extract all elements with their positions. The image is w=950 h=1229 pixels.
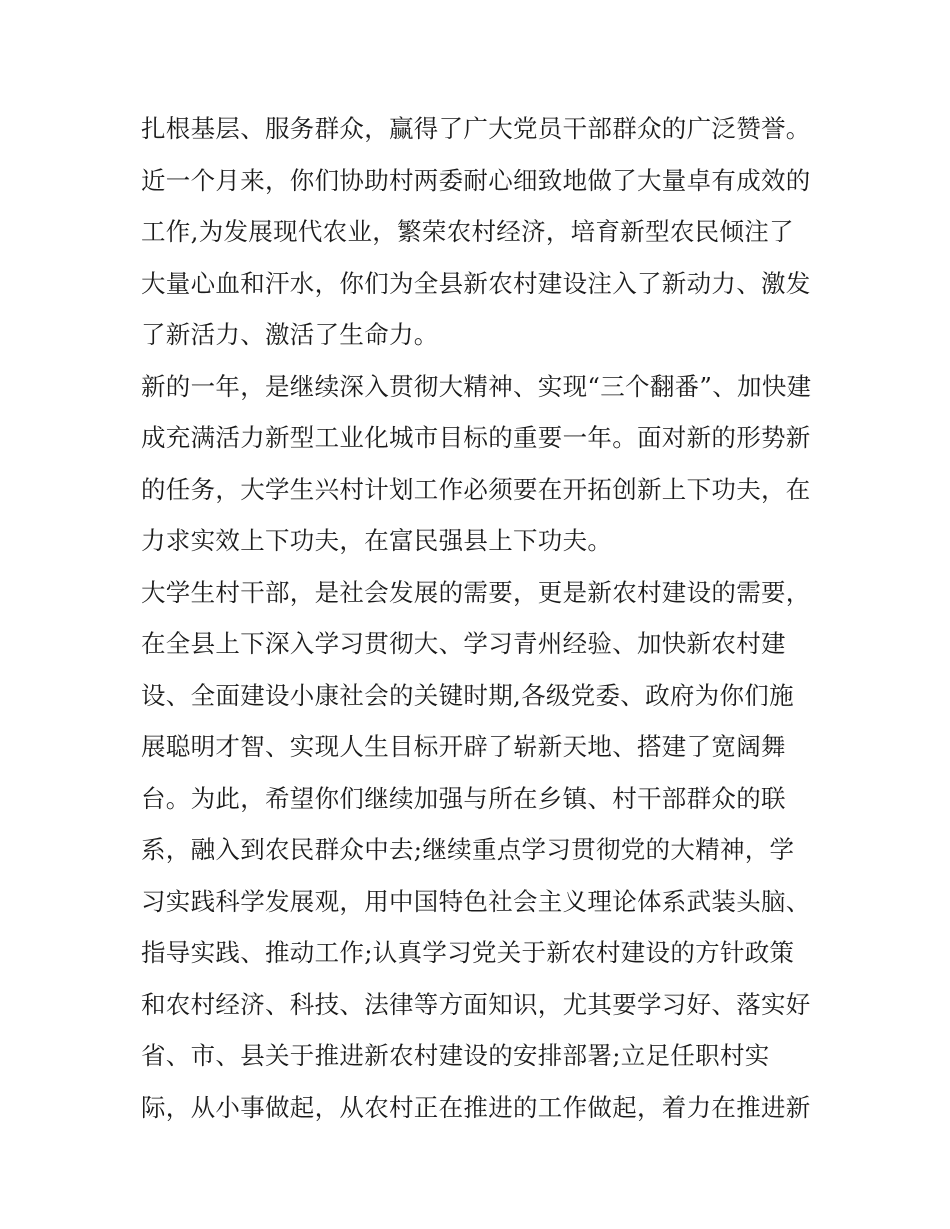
text-line: 系，融入到农民群众中去;继续重点学习贯彻党的大精神，学: [141, 835, 795, 864]
text-line: 大学生村干部，是社会发展的需要，更是新农村建设的需要，: [141, 577, 811, 607]
text-line: 和农村经济、科技、法律等方面知识，尤其要学习好、落实好: [141, 989, 811, 1019]
document-body: [141, 103, 831, 1133]
text-line: 工作,为发展现代农业，繁荣农村经济，培育新型农民倾注了: [141, 217, 794, 246]
text-line: 扎根基层、服务群众，赢得了广大党员干部群众的广泛赞誉。: [141, 114, 811, 143]
text-line: 成充满活力新型工业化城市目标的重要一年。面对新的形势新: [141, 423, 811, 452]
text-line: 际，从小事做起，从农村正在推进的工作做起，着力在推进新: [141, 1092, 811, 1122]
text-line: 大量心血和汗水，你们为全县新农村建设注入了新动力、激发: [141, 268, 811, 298]
text-line: 力求实效上下功夫，在富民强县上下功夫。: [141, 526, 613, 555]
text-line: 的任务，大学生兴村计划工作必须要在开拓创新上下功夫，在: [141, 474, 811, 504]
text-line: 指导实践、推动工作;认真学习党关于新农村建设的方针政策: [141, 938, 795, 967]
text-line: 了新活力、激活了生命力。: [141, 320, 439, 349]
text-line: 在全县上下深入学习贯彻大、学习青州经验、加快新农村建: [141, 629, 786, 658]
text-line: 展聪明才智、实现人生目标开辟了崭新天地、搭建了宽阔舞: [141, 732, 786, 761]
text-line: 省、市、县关于推进新农村建设的安排部署;立足任职村实: [141, 1041, 770, 1070]
text-line: 习实践科学发展观，用中国特色社会主义理论体系武装头脑、: [141, 886, 811, 916]
text-line: 近一个月来，你们协助村两委耐心细致地做了大量卓有成效的: [141, 165, 811, 195]
text-line: 新的一年，是继续深入贯彻大精神、实现“三个翻番”、加快建: [141, 371, 812, 401]
text-line: 设、全面建设小康社会的关键时期,各级党委、政府为你们施: [141, 680, 794, 710]
text-line: 台。为此，希望你们继续加强与所在乡镇、村干部群众的联: [141, 783, 786, 813]
